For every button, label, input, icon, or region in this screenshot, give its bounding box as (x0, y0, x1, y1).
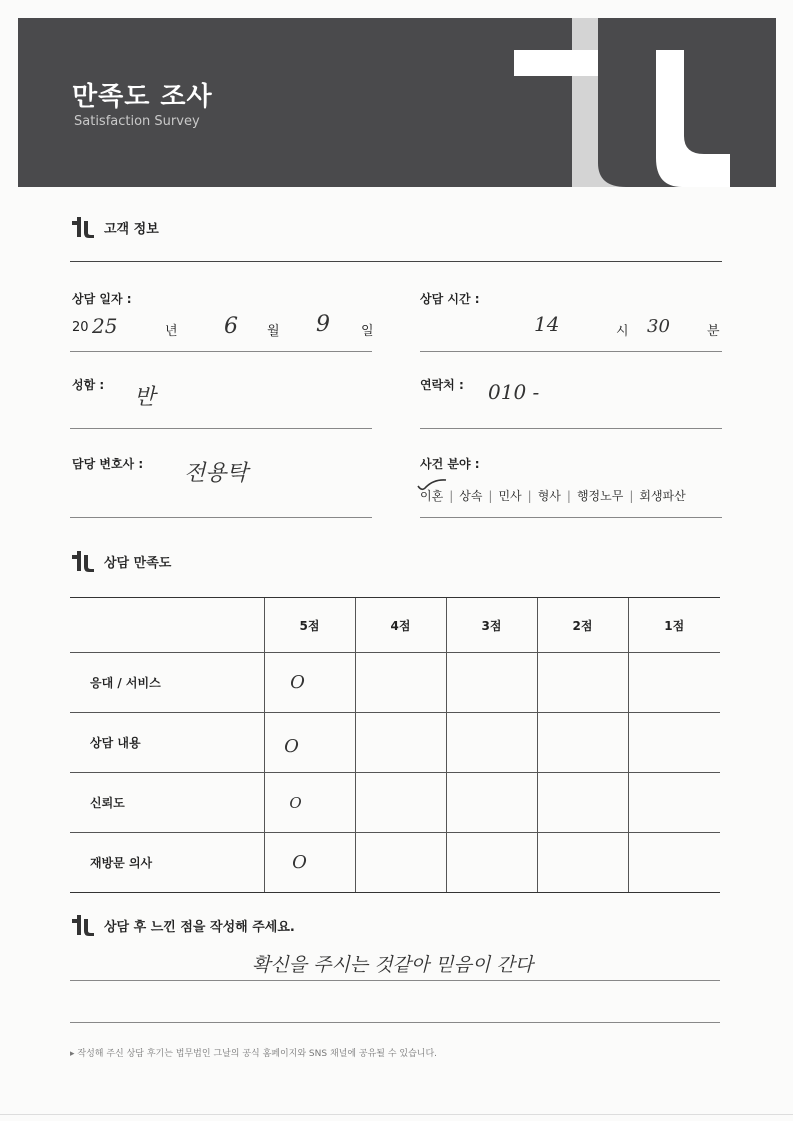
date-label: 상담 일자 : (72, 292, 132, 306)
case-type-divorce[interactable]: 이혼 (420, 489, 444, 503)
table-row (70, 773, 720, 833)
day-written: 9 (316, 312, 330, 337)
lawyer-written: 전용탁 (184, 461, 248, 486)
rating-cell-2[interactable] (537, 653, 628, 713)
year-written: 25 (92, 314, 118, 338)
section-logo-icon (70, 914, 96, 938)
feedback-line-1 (70, 980, 720, 981)
header-banner (18, 18, 776, 187)
feedback-line-2 (70, 1022, 720, 1023)
case-label: 사건 분야 : (420, 457, 480, 471)
lawyer-underline (70, 517, 372, 518)
time-underline (420, 351, 722, 352)
table-row (70, 713, 720, 773)
rating-cell-3[interactable] (446, 833, 537, 893)
footnote-bullet-icon: ▸ (70, 1049, 78, 1059)
month-unit: 월 (267, 324, 280, 339)
year-unit: 년 (165, 324, 178, 339)
table-row (70, 833, 720, 893)
rating-cell-1[interactable] (628, 773, 720, 833)
rating-cell-3[interactable] (446, 713, 537, 773)
row-label-trust: 신뢰도 (70, 773, 264, 833)
table-header-3: 3점 (446, 598, 537, 653)
rating-cell-1[interactable] (628, 713, 720, 773)
rating-cell-1[interactable] (628, 653, 720, 713)
feedback-section-title: 상담 후 느낀 점을 작성해 주세요. (104, 920, 295, 935)
rating-cell-3[interactable] (446, 653, 537, 713)
time-label: 상담 시간 : (420, 292, 480, 306)
table-header-blank (70, 598, 264, 653)
rating-cell-2[interactable] (537, 773, 628, 833)
day-unit: 일 (361, 324, 374, 339)
table-header-5: 5점 (264, 598, 355, 653)
case-type-administrative-labor[interactable]: 행정노무 (576, 489, 624, 503)
case-type-list: 이혼 | 상속 | 민사 | 형사 | 행정노무 | 회생파산 (420, 489, 686, 503)
section-divider (70, 261, 722, 262)
table-header-4: 4점 (355, 598, 446, 653)
rating-cell-5[interactable] (264, 653, 355, 713)
rating-cell-2[interactable] (537, 713, 628, 773)
minute-unit: 분 (707, 324, 720, 339)
case-underline (420, 517, 722, 518)
row-label-service: 응대 / 서비스 (70, 653, 264, 713)
year-prefix: 20 (72, 320, 89, 335)
table-header-2: 2점 (537, 598, 628, 653)
rating-cell-3[interactable] (446, 773, 537, 833)
page-edge (0, 1114, 793, 1115)
name-underline (70, 428, 372, 429)
circle-mark: O (292, 852, 307, 873)
case-type-rehabilitation-bankruptcy[interactable]: 회생파산 (639, 489, 686, 503)
case-type-inheritance[interactable]: 상속 (459, 489, 483, 503)
footnote-text: 작성해 주신 상담 후기는 법무법인 그날의 공식 홈페이지와 SNS 채널에 공유될 수 있습니다. (77, 1049, 438, 1059)
contact-label: 연락처 : (420, 378, 464, 392)
table-header-1: 1점 (628, 598, 720, 653)
minute-written: 30 (647, 316, 670, 337)
page-title: 만족도 조사 (72, 82, 213, 112)
date-underline (70, 351, 372, 352)
rating-cell-2[interactable] (537, 833, 628, 893)
rating-cell-5[interactable] (264, 713, 355, 773)
contact-underline (420, 428, 722, 429)
law-firm-logo-icon (506, 18, 776, 187)
section-logo-icon (70, 216, 96, 240)
rating-cell-1[interactable] (628, 833, 720, 893)
table-row (70, 653, 720, 713)
page-subtitle: Satisfaction Survey (74, 114, 200, 129)
row-label-revisit: 재방문 의사 (70, 833, 264, 893)
feedback-written: 확신을 주시는 것같아 믿음이 간다 (252, 954, 534, 976)
checkmark-icon (416, 478, 450, 494)
case-type-civil[interactable]: 민사 (498, 489, 522, 503)
contact-written: 010 - (488, 380, 540, 404)
case-type-criminal[interactable]: 형사 (537, 489, 561, 503)
circle-mark: O (289, 793, 302, 812)
rating-cell-5[interactable] (264, 773, 355, 833)
customer-section-title: 고객 정보 (104, 222, 159, 237)
hour-unit: 시 (616, 324, 629, 339)
row-label-content: 상담 내용 (70, 713, 264, 773)
rating-cell-5[interactable] (264, 833, 355, 893)
name-label: 성함 : (72, 378, 105, 392)
rating-cell-4[interactable] (355, 653, 446, 713)
circle-mark: O (284, 736, 299, 757)
rating-cell-4[interactable] (355, 833, 446, 893)
section-logo-icon (70, 550, 96, 574)
rating-cell-4[interactable] (355, 773, 446, 833)
satisfaction-table (70, 597, 720, 893)
footnote (70, 1046, 437, 1059)
hour-written: 14 (534, 312, 560, 336)
lawyer-label: 담당 변호사 : (72, 457, 144, 471)
rating-cell-4[interactable] (355, 713, 446, 773)
month-written: 6 (224, 314, 238, 339)
satisfaction-section-title: 상담 만족도 (104, 556, 172, 571)
name-written: 반 (134, 385, 156, 410)
circle-mark: O (290, 672, 305, 693)
